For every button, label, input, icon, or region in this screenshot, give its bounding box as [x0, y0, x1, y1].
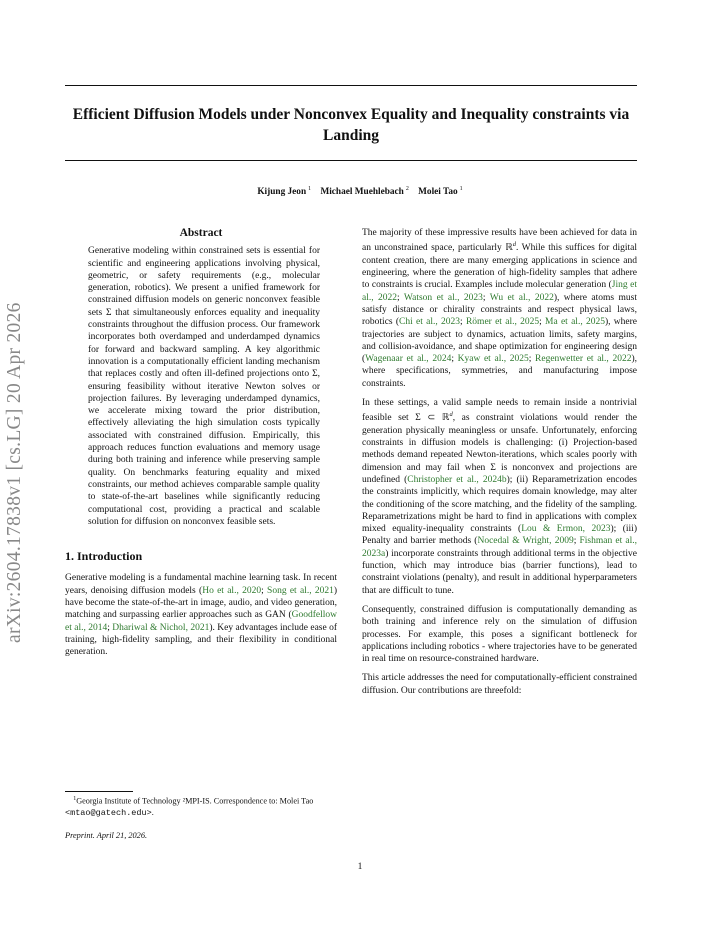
citation-link[interactable]: Regenwetter et al., 2022 — [535, 354, 632, 365]
text-run: , as constraint violations would render the generation physically meaningless or unsafe. Unfortunately, enforcing constraints in diffusion models is challenging: (i) Projection-based methods demand repeated Newton-iterations, which scales poorly with dimension and may fail when Σ is nonconvex and projections are undefined ( — [362, 413, 638, 485]
text-run: ), where specifications, symmetries, and manufacturing impose constraints. — [362, 354, 638, 389]
abstract-heading: Abstract — [179, 227, 223, 239]
text-run: ) have become the state-of-the-art in image, audio, and video generation, matching and surpassing earlier approaches such as GAN ( — [65, 585, 338, 621]
citation-link[interactable]: Römer et al., 2025 — [465, 317, 540, 328]
citation-link[interactable]: Nocedal & Wright, 2009 — [477, 536, 574, 547]
author-name: Michael Muehlebach — [320, 187, 404, 198]
text-run: The majority of these impressive results have been achieved for data in an unconstrained space, particularly ℝ — [362, 228, 637, 254]
text-run: ; — [460, 317, 466, 328]
text-run: Generative modeling is a fundamental machine learning task. In recent years, denoising diffusion models ( — [65, 573, 337, 596]
superscript: d — [512, 241, 516, 249]
paper-title: Efficient Diffusion Models under Nonconvex Equality and Inequality constraints via Landing — [72, 106, 630, 144]
text-run: ; — [573, 536, 580, 547]
citation-link[interactable]: Christopher et al., 2024b — [407, 474, 507, 485]
citation-link[interactable]: Wu et al., 2022 — [489, 292, 554, 303]
text-run: ; — [107, 622, 113, 633]
citation-link[interactable]: Dhariwal & Nichol, 2021 — [112, 622, 210, 633]
page-number: 1 — [357, 862, 363, 872]
top-rule — [65, 85, 637, 86]
text-run: . — [151, 807, 154, 817]
intro-paragraph — [65, 572, 337, 658]
affiliation-mark: 1 — [308, 186, 312, 192]
footnote-rule — [65, 791, 133, 792]
text-run: ), where trajectories are subject to dynamics, actuation limits, safety margins, and collision-avoidance, and shape optimization for engineering design ( — [362, 317, 637, 365]
footnote — [65, 794, 337, 819]
footnote-text: Georgia Institute of Technology ²MPI-IS. Correspondence to: Molei Tao — [76, 796, 314, 806]
body-paragraph: This article addresses the need for computationally-efficient constrained diffusion. Our contributions are threefold: — [362, 673, 637, 696]
email-link[interactable]: <mtao@gatech.edu> — [65, 807, 152, 818]
text-run: ) incorporate constraints through additional terms in the objective function, which may introduce bias (barrier functions), lead to constraint violations (penalty), and result in additional hyperparameters that are difficult to tune. — [362, 548, 637, 596]
section-heading: 1. Introduction — [65, 549, 143, 564]
arxiv-stamp: arXiv:2604.17838v1 [cs.LG] 20 Apr 2026 — [4, 302, 25, 644]
author-name: Kijung Jeon — [257, 187, 307, 198]
text-run: ), where atoms must satisfy distance or chirality constraints and respect physical laws, robotics ( — [362, 292, 637, 328]
text-run: ; — [451, 354, 458, 365]
title-bottom-rule — [65, 160, 637, 161]
affiliation-mark: 1 — [459, 186, 463, 192]
citation-link[interactable]: Fishman et al., 2023a — [362, 536, 637, 559]
author-list — [0, 186, 720, 197]
text-run: ). Key advantages include ease of training, high-fidelity sampling, and their flexibility in conditional generation. — [65, 622, 337, 658]
citation-link[interactable]: Lou & Ermon, 2023 — [521, 524, 611, 535]
citation-link[interactable]: Chi et al., 2023 — [399, 317, 461, 328]
text-run: . While this suffices for digital content creation, there are many emerging applications in science and engineering, where the generation of high-fidelity samples that adhere to constraints is crucial. Examples include molecular generation ( — [362, 243, 637, 291]
text-run: ; — [539, 317, 546, 328]
citation-link[interactable]: Ma et al., 2025 — [545, 317, 605, 328]
abstract-text: Generative modeling within constrained sets is essential for scientific and engineering applications involving physical, geometric, or safety requirements (e.g., molecular generation, robotics). We present a unified framework for constrained diffusion models on generic nonconvex feasible sets Σ that simultaneously enforces equality and inequality constraints throughout the diffusion process. Our framework incorporates both overdamped and underdamped dynamics for forward and backward sampling. A key algorithmic innovation is a computationally efficient landing mechanism that replaces costly and often ill-defined projections onto Σ, ensuring feasibility without iterative Newton solves or projection failures. By leveraging underdamped dynamics, we accelerate mixing toward the prior distribution, effectively alleviating the high simulation costs typically associated with constrained diffusion. Empirically, this approach reduces function evaluations and memory usage during both training and inference while preserving sample quality. On benchmarks featuring equality and mixed constraints, our method achieves comparable sample quality to state-of-the-art baselines while significantly reducing computational cost, providing a practical and scalable solution for diffusion on nonconvex feasible sets. — [88, 246, 320, 527]
affiliation-mark: 2 — [405, 186, 409, 192]
text-run: ; — [482, 292, 490, 303]
text-run: ; — [528, 354, 536, 365]
body-paragraph — [362, 397, 637, 597]
superscript: d — [449, 411, 453, 419]
text-run: ; — [397, 292, 404, 303]
text-run: ); (ii) Reparametrization encodes the constraints implicitly, which requires domain knowledge, may alter the conditioning of the score matching, and the fidelity of the sampling. Reparametrizations might be hard to find in applications with complex mixed equality-inequality constraints ( — [362, 474, 637, 535]
citation-link[interactable]: Goodfellow et al., 2014 — [65, 610, 337, 633]
citation-link[interactable]: Wagenaar et al., 2024 — [365, 354, 452, 365]
footnote-mark: 1 — [73, 796, 77, 802]
author-name: Molei Tao — [418, 187, 458, 198]
text-run: ; — [261, 585, 268, 596]
citation-link[interactable]: Kyaw et al., 2025 — [457, 354, 529, 365]
preprint-note: Preprint. April 21, 2026. — [65, 831, 148, 840]
citation-link[interactable]: Ho et al., 2020 — [202, 585, 262, 596]
body-paragraph: Consequently, constrained diffusion is computationally demanding as both training and inference rely on the simulation of diffusion processes. For example, this poses a significant bottleneck for applications including robotics - where trajectories have to be generated in real time on resource-constrained hardware. — [362, 604, 637, 665]
body-paragraph — [362, 227, 637, 390]
citation-link[interactable]: Jing et al., 2022 — [362, 280, 637, 303]
text-run: ); (iii) Penalty and barrier methods ( — [362, 524, 637, 547]
citation-link[interactable]: Song et al., 2021 — [267, 585, 334, 596]
left-column — [65, 227, 337, 666]
text-run: In these settings, a valid sample needs to remain inside a nontrivial feasible set Σ ⊂ ℝ — [362, 398, 637, 424]
citation-link[interactable]: Watson et al., 2023 — [403, 292, 483, 303]
right-column — [362, 227, 637, 704]
